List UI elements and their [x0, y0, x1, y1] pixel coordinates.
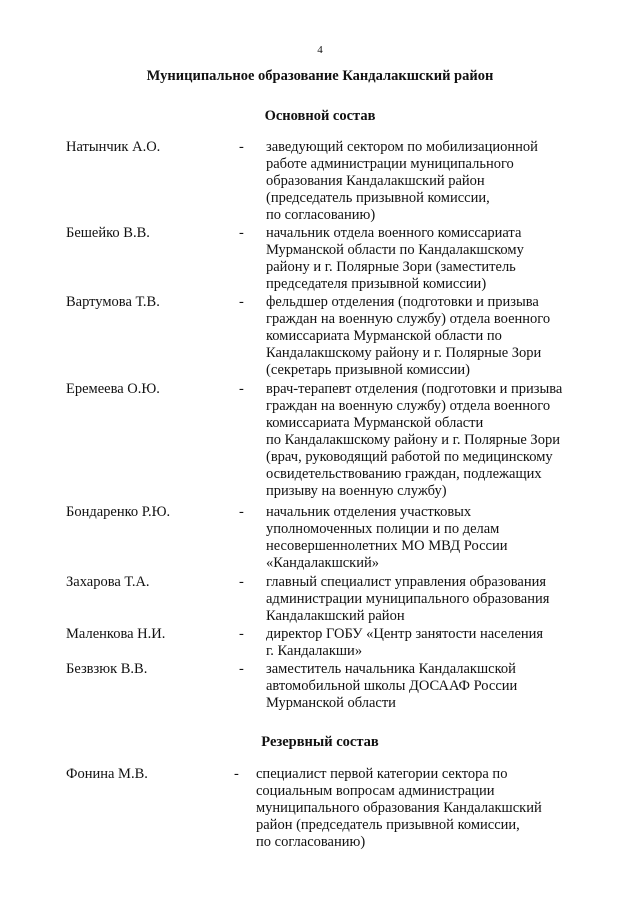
description-line: (председатель призывной комиссии,	[266, 190, 490, 206]
page-number: 4	[317, 44, 323, 56]
description-line: специалист первой категории сектора по	[256, 766, 508, 782]
member-dash: -	[239, 294, 244, 310]
member-description	[266, 626, 543, 660]
description-line: району и г. Полярные Зори (заместитель	[266, 259, 516, 275]
member-description	[266, 574, 549, 625]
description-line: работе администрации муниципального	[266, 156, 514, 172]
description-line: по согласованию)	[256, 834, 366, 850]
description-line: Мурманской области	[266, 695, 396, 711]
member-dash: -	[239, 626, 244, 642]
description-line: муниципального образования Кандалакшский	[256, 800, 542, 816]
description-line: директор ГОБУ «Центр занятости населения	[266, 626, 544, 642]
description-line: начальник отделения участковых	[266, 504, 472, 520]
member-name: Еремеева О.Ю.	[66, 381, 160, 397]
description-line: по Кандалакшскому району и г. Полярные Зори	[266, 432, 560, 448]
member-dash: -	[234, 766, 239, 782]
document-title: Муниципальное образование Кандалакшский район	[146, 68, 494, 84]
description-line: граждан на военную службу) отдела военного	[266, 311, 551, 327]
description-line: Кандалакшскому району и г. Полярные Зори	[266, 345, 542, 361]
member-description	[266, 661, 517, 712]
member-dash: -	[239, 574, 244, 590]
description-line: (секретарь призывной комиссии)	[266, 362, 470, 378]
member-dash: -	[239, 381, 244, 397]
description-line: главный специалист управления образования	[266, 574, 547, 590]
member-name: Бондаренко Р.Ю.	[66, 504, 171, 520]
description-line: образования Кандалакшский район	[266, 173, 485, 189]
description-line: несовершеннолетних МО МВД России	[266, 538, 508, 554]
reserve-section-heading: Резервный состав	[261, 734, 379, 750]
member-name: Захарова Т.А.	[66, 574, 150, 590]
main-section-heading: Основной состав	[264, 108, 376, 124]
description-line: фельдшер отделения (подготовки и призыва	[266, 294, 539, 310]
member-dash: -	[239, 139, 244, 155]
description-line: администрации муниципального образования	[266, 591, 550, 607]
member-description	[266, 225, 524, 293]
description-line: Мурманской области по Кандалакшскому	[266, 242, 524, 258]
description-line: призыву на военную службу)	[266, 483, 447, 499]
description-line: район (председатель призывной комиссии,	[256, 817, 520, 833]
member-dash: -	[239, 661, 244, 677]
description-line: комиссариата Мурманской области	[266, 415, 484, 431]
member-name: Маленкова Н.И.	[66, 626, 166, 642]
member-description	[266, 381, 562, 500]
description-line: (врач, руководящий работой по медицинскому	[266, 449, 553, 465]
description-line: г. Кандалакши»	[266, 643, 363, 659]
description-line: комиссариата Мурманской области по	[266, 328, 502, 344]
member-name: Фонина М.В.	[66, 766, 148, 782]
description-line: граждан на военную службу) отдела военного	[266, 398, 551, 414]
member-name: Вартумова Т.В.	[66, 294, 160, 310]
description-line: освидетельствованию граждан, подлежащих	[266, 466, 542, 482]
description-line: Кандалакшский район	[266, 608, 405, 624]
description-line: по согласованию)	[266, 207, 376, 223]
member-description	[266, 294, 550, 379]
member-name: Безвзюк В.В.	[66, 661, 148, 677]
description-line: социальным вопросам администрации	[256, 783, 495, 799]
description-line: автомобильной школы ДОСААФ России	[266, 678, 518, 694]
description-line: «Кандалакшский»	[266, 555, 379, 571]
member-dash: -	[239, 225, 244, 241]
member-description	[266, 504, 508, 572]
description-line: уполномоченных полиции и по делам	[266, 521, 500, 537]
description-line: заместитель начальника Кандалакшской	[266, 661, 516, 677]
description-line: заведующий сектором по мобилизационной	[266, 139, 538, 155]
member-dash: -	[239, 504, 244, 520]
description-line: начальник отдела военного комиссариата	[266, 225, 522, 241]
member-name: Натынчик А.О.	[66, 139, 161, 155]
description-line: врач-терапевт отделения (подготовки и призыва	[266, 381, 563, 397]
member-name: Бешейко В.В.	[66, 225, 150, 241]
member-description	[266, 139, 538, 224]
member-description	[256, 766, 542, 851]
description-line: председателя призывной комиссии)	[266, 276, 487, 292]
